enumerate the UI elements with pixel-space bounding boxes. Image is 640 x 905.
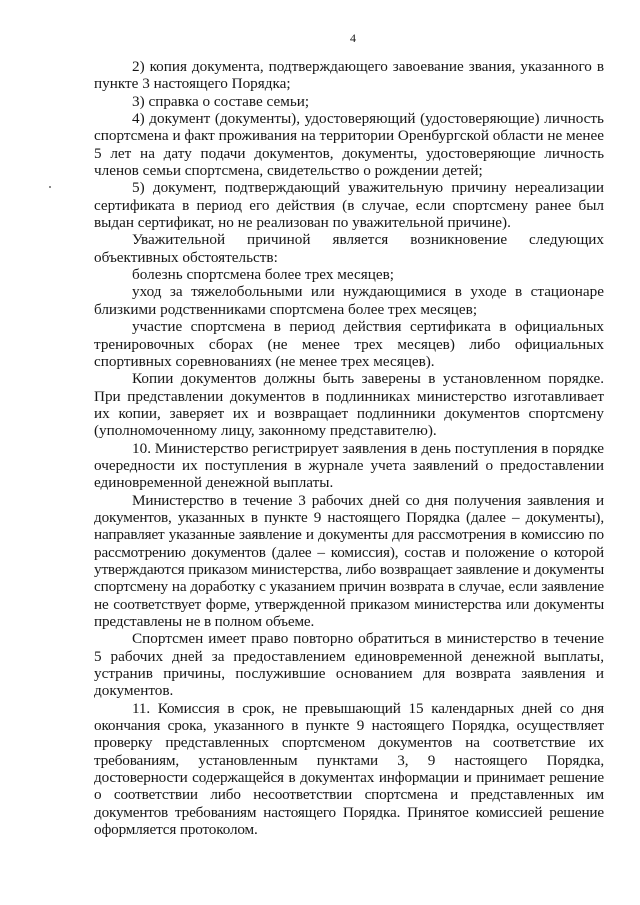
- paragraph-section-10: 10. Министерство регистрирует заявления в день поступления в порядке очередности их поступления в журнале учета заявлений о предоставлении единовременной денежной выплаты.: [94, 439, 604, 492]
- paragraph-item-5: 5) документ, подтверждающий уважительную причину нереализации сертификата в период его действия (в случае, если спортсмену ранее был выдан сертификат, но не реализован по уважительной причине).: [94, 179, 604, 232]
- paragraph-reason-care: уход за тяжелобольными или нуждающимися в уходе в стационаре близкими родственниками спортсмена более трех месяцев;: [94, 283, 604, 318]
- page-number: 4: [350, 31, 356, 45]
- scan-speck: [49, 186, 51, 188]
- paragraph-valid-reasons: Уважительной причиной является возникновение следующих объективных обстоятельств:: [94, 231, 604, 266]
- paragraph-section-11: 11. Комиссия в срок, не превышающий 15 календарных дней со дня окончания срока, указанного в пункте 9 настоящего Порядка, осуществляет проверку представленных спортсменом документов на соответствие их требованиям, установленным пунктами 3, 9 настоящего Порядка, достоверности содержащейся в документах информации и принимает решение о соответствии либо несоответствии спортсмена и представленных им документов требованиям настоящего Порядка. Принятое комиссией решение оформляется протоколом.: [94, 699, 604, 839]
- paragraph-reason-training: участие спортсмена в период действия сертификата в официальных тренировочных сборах (не менее трех месяцев) либо официальных спортивных соревнованиях (не менее трех месяцев).: [94, 318, 604, 370]
- paragraph-copies: Копии документов должны быть заверены в установленном порядке. При представлении документов в подлинниках министерство изготавливает их копии, заверяет их и возвращает подлинники документов спортсмену (уполномоченному лицу, законному представителю).: [94, 370, 604, 440]
- paragraph-item-4: 4) документ (документы), удостоверяющий (удостоверяющие) личность спортсмена и факт проживания на территории Оренбургской области не менее 5 лет на дату подачи документов, документы, удостоверяющие личность членов семьи спортсмена, свидетельство о рождении детей;: [94, 110, 604, 180]
- paragraph-resubmission: Спортсмен имеет право повторно обратиться в министерство в течение 5 рабочих дней за предоставлением единовременной денежной выплаты, устранив причины, послужившие основанием для возврата заявления и документов.: [94, 630, 604, 700]
- paragraph-ministry-review: Министерство в течение 3 рабочих дней со дня получения заявления и документов, указанных в пункте 9 настоящего Порядка (далее – документы), направляет указанные заявление и документы для рассмотрения в комиссию по рассмотрению документов (далее – комиссия), состав и положение о которой утверждаются приказом министерства, либо возвращает заявление и документы спортсмену на доработку с указанием причин возврата в случае, если заявление не соответствует форме, утвержденной приказом министерства или документы представлены не в полном объеме.: [94, 491, 604, 630]
- paragraph-item-3: 3) справка о составе семьи;: [132, 92, 310, 110]
- paragraph-reason-illness: болезнь спортсмена более трех месяцев;: [132, 266, 394, 284]
- paragraph-item-2: 2) копия документа, подтверждающего завоевание звания, указанного в пункте 3 настоящего Порядка;: [94, 58, 604, 93]
